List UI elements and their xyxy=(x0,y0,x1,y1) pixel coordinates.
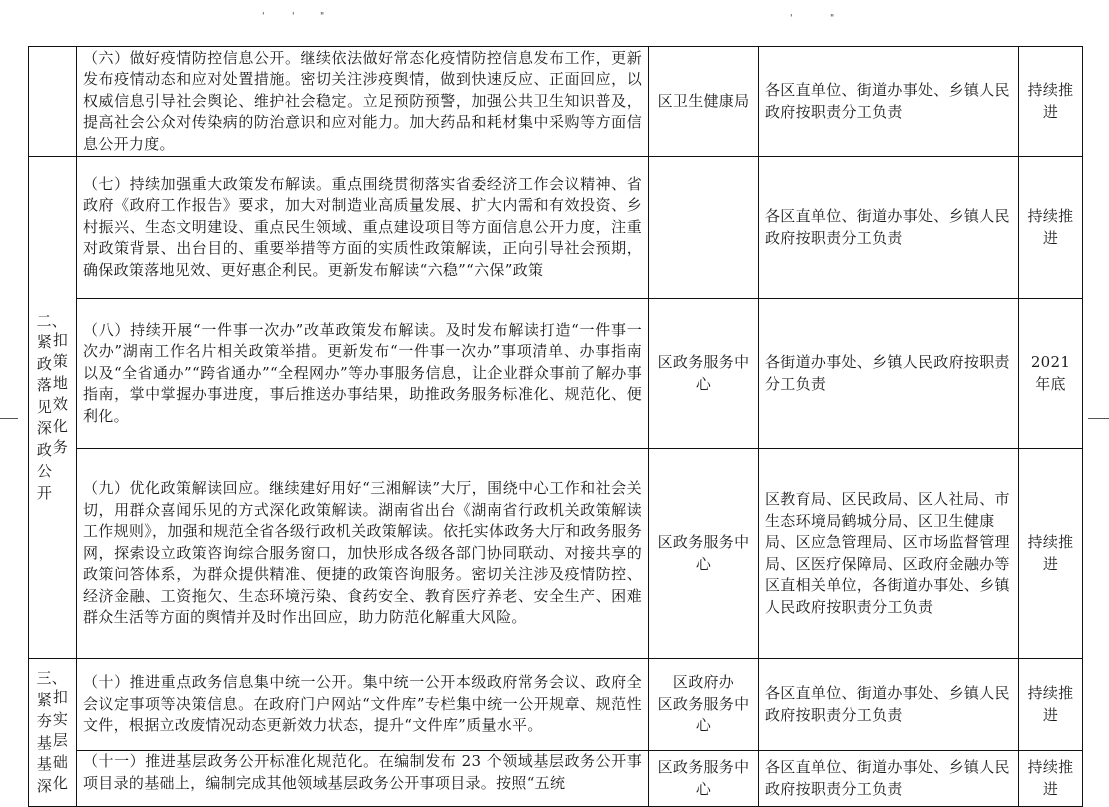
cooperating-units: 各区直单位、街道办事处、乡镇人民政府按职责分工负责 xyxy=(759,751,1019,807)
table-row xyxy=(29,659,1083,751)
deadline: 持续推进 xyxy=(1019,659,1083,751)
deadline: 持续推进 xyxy=(1019,449,1083,659)
category-label-col1: 二、 紧 政 落 见 深 政 公开 xyxy=(36,311,68,502)
table-row xyxy=(29,449,1083,659)
table-row xyxy=(29,157,1083,299)
deadline: 2021 年底 xyxy=(1019,299,1083,449)
lead-department: 区政府办 区政务服务中心 xyxy=(649,659,759,751)
scan-edge-line xyxy=(0,418,18,419)
cooperating-units: 各区直单位、街道办事处、乡镇人民政府按职责分工负责 xyxy=(759,659,1019,751)
scan-mark: ' xyxy=(790,14,793,24)
lead-department: 区政务服务中心 xyxy=(649,751,759,807)
category-label-col2: 扣 实 层 础 化 xyxy=(52,688,69,792)
category-label-col2: 扣 策 地 效 化 务 xyxy=(52,330,69,457)
scan-mark: " xyxy=(830,14,835,24)
category-label-col1: 三、 紧 夯 基 基 深 xyxy=(36,669,68,795)
task-content: （八）持续开展“一件事一次办”改革政策发布解读。及时发布解读打造“一件事一次办”湖南工作名片相关政策举措。更新发布“一件事一次办”事项清单、办事指南以及“全省通办”“跨省通办”“全程网办”等办事服务信息，让企业群众事前了解办事指南，掌中掌握办事进度，事后推送办事结果，助推政务服务标准化、规范化、便利化。 xyxy=(77,299,649,449)
task-content: （十一）推进基层政务公开标准化规范化。在编制发布 23 个领域基层政务公开事项目录的基础上，编制完成其他领域基层政务公开事项目录。按照“五统 xyxy=(77,751,649,807)
lead-department: 区政务服务中心 xyxy=(649,449,759,659)
scan-mark: " xyxy=(320,12,325,22)
deadline: 持续推进 xyxy=(1019,751,1083,807)
deadline: 持续推进 xyxy=(1019,157,1083,299)
lead-department xyxy=(649,157,759,299)
lead-department: 区卫生健康局 xyxy=(649,47,759,157)
scan-mark: ' xyxy=(292,12,295,22)
task-table xyxy=(28,46,1083,807)
table-row xyxy=(29,751,1083,807)
cooperating-units: 各区直单位、街道办事处、乡镇人民政府按职责分工负责 xyxy=(759,157,1019,299)
scan-mark: ' xyxy=(262,12,265,22)
cooperating-units: 区教育局、区民政局、区人社局、市生态环境局鹤城分局、区卫生健康局、区应急管理局、区市场监督管理局、区医疗保障局、区政府金融办等区直相关单位，各街道办事处、乡镇人民政府按职责分工负责 xyxy=(759,449,1019,659)
task-content: （九）优化政策解读回应。继续建好用好“三湘解读”大厅，围绕中心工作和社会关切，用群众喜闻乐见的方式深化政策解读。湖南省出台《湖南省行政机关政策解读工作规则》，加强和规范全省各级行政机关政策解读。依托实体政务大厅和政务服务网，探索设立政策咨询综合服务窗口，加快形成各级各部门协同联动、对接共享的政策问答体系，为群众提供精准、便捷的政策咨询服务。密切关注涉及疫情防控、经济金融、工资拖欠、生态环境污染、食药安全、教育医疗养老、安全生产、困难群众生活等方面的舆情并及时作出回应，助力防范化解重大风险。 xyxy=(77,449,649,659)
task-content: （七）持续加强重大政策发布解读。重点围绕贯彻落实省委经济工作会议精神、省政府《政府工作报告》要求，加大对制造业高质量发展、扩大内需和有效投资、乡村振兴、生态文明建设、重点民生领域、重点建设项目等方面信息公开力度，注重对政策背景、出台目的、重要举措等方面的实质性政策解读，正向引导社会预期，确保政策落地见效、更好惠企利民。更新发布解读“六稳”“六保”政策 xyxy=(77,157,649,299)
category-cell xyxy=(29,47,77,157)
table-row xyxy=(29,299,1083,449)
lead-department: 区政务服务中心 xyxy=(649,299,759,449)
scan-edge-line xyxy=(1088,418,1109,419)
cooperating-units: 各区直单位、街道办事处、乡镇人民政府按职责分工负责 xyxy=(759,47,1019,157)
task-content: （十）推进重点政务信息集中统一公开。集中统一公开本级政府常务会议、政府全会议定事项等决策信息。在政府门户网站“文件库”专栏集中统一公开规章、规范性文件，根据立改废情况动态更新效力状态，提升“文件库”质量水平。 xyxy=(77,659,649,751)
task-content: （六）做好疫情防控信息公开。继续依法做好常态化疫情防控信息发布工作，更新发布疫情动态和应对处置措施。密切关注涉疫舆情，做到快速反应、正面回应，以权威信息引导社会舆论、维护社会稳定。立足预防预警，加强公共卫生知识普及，提高社会公众对传染病的防治意识和应对能力。加大药品和耗材集中采购等方面信息公开力度。 xyxy=(77,47,649,157)
deadline: 持续推进 xyxy=(1019,47,1083,157)
cooperating-units: 各街道办事处、乡镇人民政府按职责分工负责 xyxy=(759,299,1019,449)
category-cell xyxy=(29,659,77,807)
category-cell xyxy=(29,157,77,659)
table-row xyxy=(29,47,1083,157)
